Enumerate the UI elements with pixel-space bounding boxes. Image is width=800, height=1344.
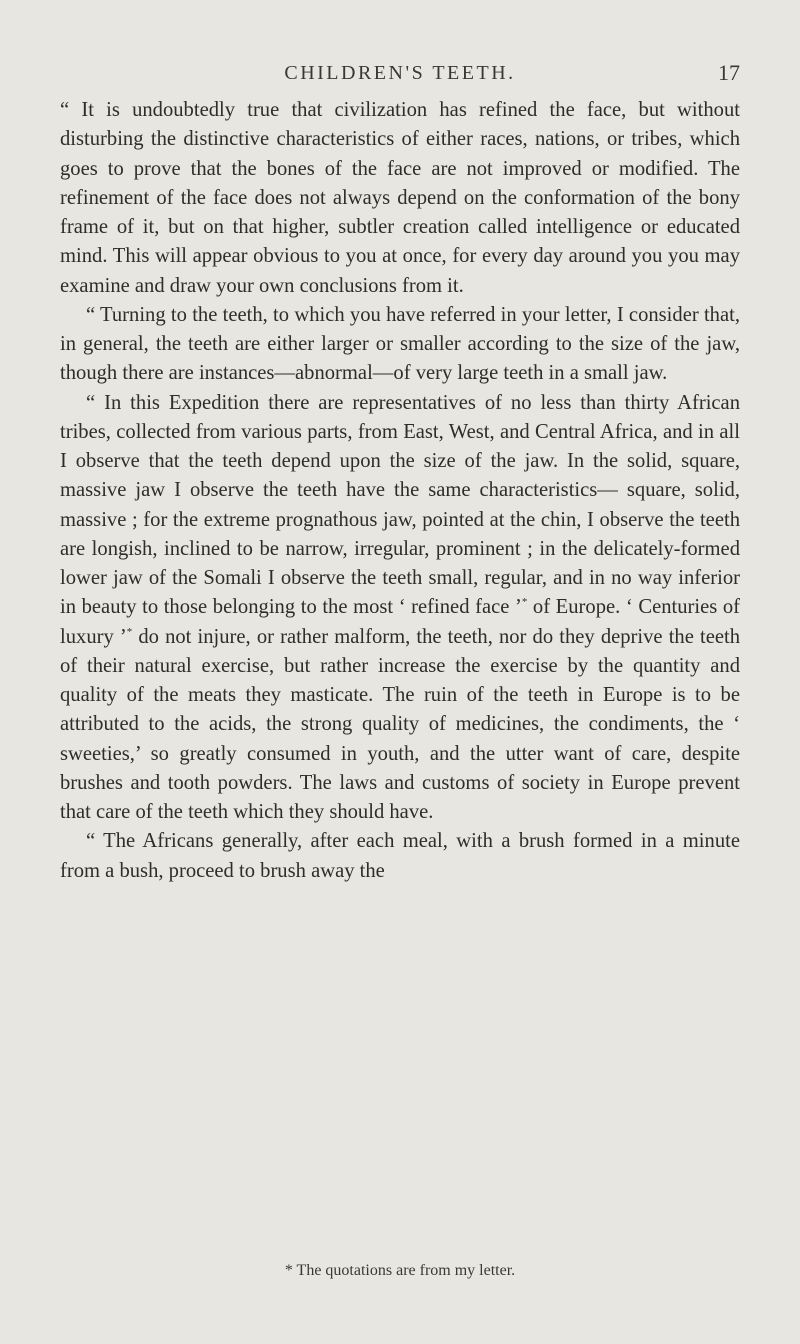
- footnote-marker-1: *: [521, 596, 528, 609]
- body-text: [60, 96, 740, 886]
- paragraph-3: [60, 389, 740, 828]
- paragraph-3-part-1: “ In this Expedition there are representatives of no less than thirty African tribes, collected from various parts, from East, West, and Central Africa, and in all I observe that the teeth depend upon the size of the jaw. In the solid, square, massive jaw I observe the teeth have the same characteristics— square, solid, massive ; for the extreme prognathous jaw, pointed at the chin, I observe the teeth are longish, inclined to be narrow, irregular, prominent ; in the delicately-formed lower jaw of the Somali I observe the teeth small, regular, and in no way inferior in beauty to those belonging to the most ‘ refined face ’: [60, 391, 740, 619]
- paragraph-2: “ Turning to the teeth, to which you have referred in your letter, I consider that, in general, the teeth are either larger or smaller according to the size of the jaw, though there are instances—abnormal—of very large teeth in a small jaw.: [60, 303, 740, 385]
- footnote-marker-2: *: [126, 625, 133, 638]
- running-title: CHILDREN'S TEETH.: [284, 62, 516, 84]
- paragraph-4: “ The Africans generally, after each meal, with a brush formed in a minute from a bush, proceed to brush away the: [60, 830, 740, 882]
- paragraph-1: “ It is undoubtedly true that civilization has refined the face, but without disturbing the distinctive characteristics of either races, nations, or tribes, which goes to prove that the bones of the face are not improved or modified. The refinement of the face does not always depend on the conformation of the bony frame of it, but on that higher, subtler creation called intelligence or educated mind. This will appear obvious to you at once, for every day around you you may examine and draw your own conclusions from it.: [60, 99, 740, 297]
- footnote: * The quotations are from my letter.: [284, 1262, 516, 1279]
- paragraph-3-part-3: do not injure, or rather malform, the teeth, nor do they deprive the teeth of their natural exercise, but rather increase the exercise by the quantity and quality of the meats they masticate. The ruin of the teeth in Europe is to be attributed to the acids, the strong quality of medicines, the condiments, the ‘ sweeties,’ so greatly consumed in youth, and the utter want of care, despite brushes and tooth powders. The laws and customs of society in Europe prevent that care of the teeth which they should have.: [60, 625, 740, 823]
- page-header: [0, 62, 800, 92]
- paragraph-3-part-2: of Europe. ‘ Centuries of luxury ’: [60, 596, 741, 648]
- page-number: 17: [718, 60, 740, 85]
